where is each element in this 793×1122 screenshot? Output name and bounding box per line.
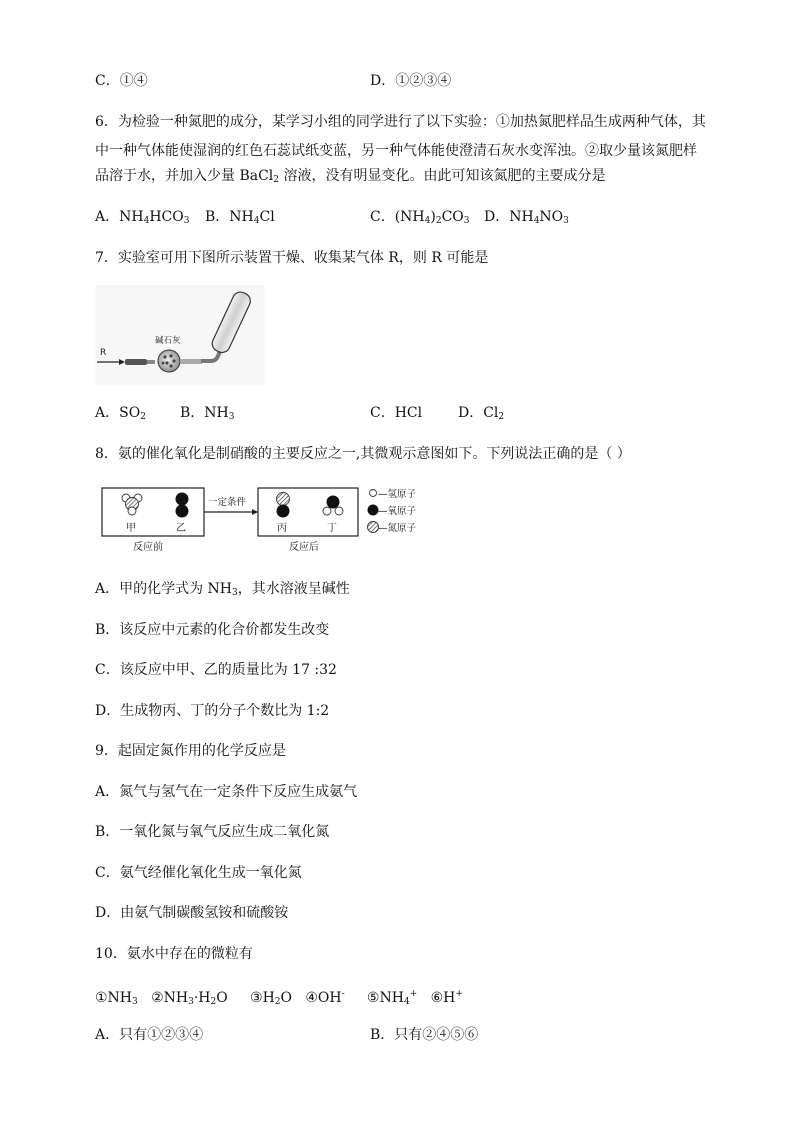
q10-particle-4: ④OH- <box>305 989 345 1006</box>
q10-stem: 10．氨水中存在的微粒有 <box>95 946 253 962</box>
q6-stem-line2: 中一种气体能使湿润的红色石蕊试纸变蓝，另一种气体能使澄清石灰水变浑浊。②取少量该氮肥样 <box>95 143 697 159</box>
q8-micro-diagram <box>100 480 440 555</box>
q7-label-soda-lime: 碱石灰 <box>155 336 181 346</box>
q8-label-jia: 甲 <box>126 523 136 534</box>
q6-option-c: C．$(NH_4)_2CO_3$ <box>370 209 470 226</box>
q8-label-after: 反应后 <box>289 542 319 553</box>
q7-stem: 7．实验室可用下图所示装置干燥、收集某气体 R，则 R 可能是 <box>95 250 489 266</box>
q9-option-b: B．一氧化氮与氧气反应生成二氧化氮 <box>95 824 330 840</box>
q10-particle-5: $⑤NH_4^+$ <box>366 989 418 1007</box>
q8-option-a: A．甲的化学式为 $NH_3$，其水溶液呈碱性 <box>95 581 350 598</box>
q6-option-d: D．$NH_4NO_3$ <box>484 209 569 226</box>
q8-label-before: 反应前 <box>133 542 163 553</box>
q10-particle-1: $①NH_3$ <box>95 990 138 1007</box>
q7-option-a: A．$SO_2$ <box>95 405 146 422</box>
q7-option-d: D．$Cl_2$ <box>458 405 505 422</box>
q8-legend-nitrogen: —氮原子 <box>378 523 417 534</box>
q6-stem-line1: 6．为检验一种氮肥的成分，某学习小组的同学进行了以下实验：①加热氮肥样品生成两种气体，其 <box>95 114 706 130</box>
q8-before-box <box>102 488 204 536</box>
q8-stem: 8．氨的催化氧化是制硝酸的主要反应之一,其微观示意图如下。下列说法正确的是（ ） <box>95 446 631 462</box>
q8-label-yi: 乙 <box>176 523 186 534</box>
q8-label-condition: 一定条件 <box>208 497 247 508</box>
q5-option-c: C．①④ <box>95 73 148 89</box>
q10-particle-2: $②NH_3\cdot H_2O$ <box>151 990 228 1007</box>
q6-stem-line3: 品溶于水，并加入少量 BaCl$_2$ 溶液，没有明显变化。由此可知该氮肥的主要成分是 <box>95 168 606 185</box>
q10-particle-list <box>95 985 463 1011</box>
q8-legend-hydrogen: —氢原子 <box>378 489 417 500</box>
q10-option-a: A．只有①②③④ <box>95 1027 204 1043</box>
q7-label-r: R <box>100 348 107 358</box>
q5-option-d: D．①②③④ <box>370 73 452 89</box>
q10-particle-6: ⑥H+ <box>430 989 463 1006</box>
q8-label-ding: 丁 <box>327 523 337 534</box>
q9-option-c: C．氨气经催化氧化生成一氧化氮 <box>95 865 302 881</box>
q8-legend-oxygen: —氧原子 <box>378 506 417 517</box>
q7-apparatus-figure <box>95 285 265 385</box>
q8-option-d: D．生成物丙、丁的分子个数比为 1:2 <box>95 703 330 719</box>
q10-option-b: B．只有②④⑤⑥ <box>370 1027 479 1043</box>
q9-option-a: A．氮气与氢气在一定条件下反应生成氨气 <box>95 784 358 800</box>
q9-stem: 9．起固定氮作用的化学反应是 <box>95 743 286 759</box>
q8-option-b: B．该反应中元素的化合价都发生改变 <box>95 622 330 638</box>
q8-label-bing: 丙 <box>277 523 287 534</box>
q6-option-a: A．$NH_4HCO_3$ <box>95 209 190 226</box>
q8-option-c: C．该反应中甲、乙的质量比为 17 :32 <box>95 662 337 678</box>
q10-particle-3: $③H_2O$ <box>250 990 292 1007</box>
q6-option-b: B．$NH_4Cl$ <box>205 209 275 226</box>
q7-option-c: C．HCl <box>370 405 423 421</box>
q9-option-d: D．由氨气制碳酸氢铵和硫酸铵 <box>95 905 289 921</box>
q7-option-b: B．$NH_3$ <box>180 405 235 422</box>
